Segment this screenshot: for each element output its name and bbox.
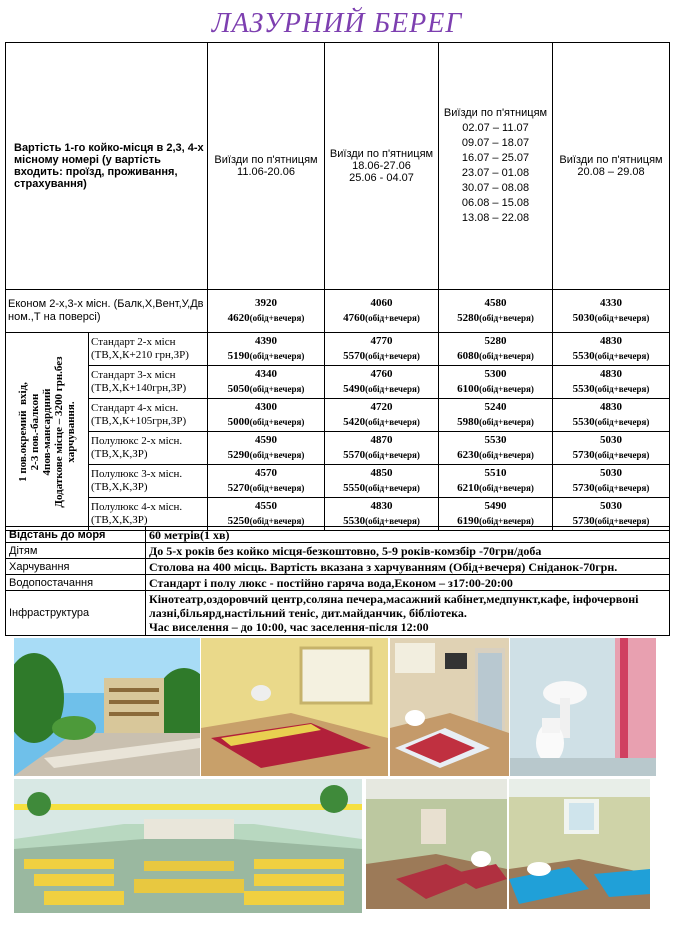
price-cell: 4830 5530(обід+вечеря)	[553, 333, 670, 366]
price-cell: 4590 5290(обід+вечеря)	[208, 432, 325, 465]
info-value-children: До 5-х років без койко місця-безкоштовно, 5-9 років-комзбір -70грн/доба	[146, 543, 670, 559]
info-value-infrastructure: Кінотеатр,оздоровчий центр,соляна печера,масажний кабінет,медпункт,кафе, інфочервоні лазні,більярд,настільний теніс, дит.майданчик, бібліотека. Час виселення – до 10:00, час заселення-після 12:00	[146, 591, 670, 636]
price-cell: 5280 6080(обід+вечеря)	[439, 333, 553, 366]
price-cell: 4830 5530(обід+вечеря)	[553, 366, 670, 399]
price-cell: 5490 6190(обід+вечеря)	[439, 498, 553, 531]
row-label-econom: Економ 2-х,3-х місн. (Балк,Х,Вент,У,Дв ном.,Т на поверсі)	[6, 290, 208, 333]
table-row	[6, 333, 670, 366]
price-cell: 5530 6230(обід+вечеря)	[439, 432, 553, 465]
price-cell: 4570 5270(обід+вечеря)	[208, 465, 325, 498]
price-cell: 4580 5280(обід+вечеря)	[439, 290, 553, 333]
price-cell: 5240 5980(обід+вечеря)	[439, 399, 553, 432]
row-label: Полулюкс 2-х місн. (ТВ,Х,К,ЗР)	[89, 432, 208, 465]
info-key-children: Дітям	[6, 543, 146, 559]
header-description: Вартість 1-го койко-місця в 2,3, 4-х місному номері (у вартість входить: проїзд, проживання, страхування)	[6, 43, 208, 290]
price-cell: 4060 4760(обід+вечеря)	[325, 290, 439, 333]
price-cell: 4770 5570(обід+вечеря)	[325, 333, 439, 366]
info-table	[5, 526, 670, 636]
price-cell: 4720 5420(обід+вечеря)	[325, 399, 439, 432]
room-group-label: 1 пов.окремий вхід, 2-3 пов.-балкон 4пов-мансардний Додаткове місце – 3200 грн.без харчування.	[6, 333, 89, 531]
table-row-econom	[6, 290, 670, 333]
photo-bathroom	[510, 638, 656, 776]
info-value-water: Стандарт і полу люкс - постійно гаряча вода,Економ – з17:00-20:00	[146, 575, 670, 591]
header-period-4: Виїзди по п'ятницям 20.08 – 29.08	[553, 43, 670, 290]
info-key-water: Водопостачання	[6, 575, 146, 591]
price-cell: 4870 5570(обід+вечеря)	[325, 432, 439, 465]
row-label: Полулюкс 4-х місн. (ТВ,Х,К,ЗР)	[89, 498, 208, 531]
row-label: Стандарт 2-х місн (ТВ,Х,К+210 грн,ЗР)	[89, 333, 208, 366]
header-period-2: Виїзди по п'ятницям 18.06-27.06 25.06 - 04.07	[325, 43, 439, 290]
price-cell: 4760 5490(обід+вечеря)	[325, 366, 439, 399]
price-cell: 4330 5030(обід+вечеря)	[553, 290, 670, 333]
info-value-meals: Столова на 400 місць. Вартість вказана з харчуванням (Обід+вечеря) Сніданок-70грн.	[146, 559, 670, 575]
photo-room-blue	[509, 779, 650, 909]
info-key-infrastructure: Інфраструктура	[6, 591, 146, 636]
row-label: Полулюкс 3-х місн. (ТВ,Х,К,ЗР)	[89, 465, 208, 498]
price-cell: 4300 5000(обід+вечеря)	[208, 399, 325, 432]
price-cell: 4830 5530(обід+вечеря)	[553, 399, 670, 432]
photo-room-yellow	[201, 638, 388, 776]
price-cell: 4340 5050(обід+вечеря)	[208, 366, 325, 399]
photo-resort-exterior	[14, 638, 200, 776]
info-value-distance: 60 метрів(1 хв)	[146, 527, 670, 543]
price-cell: 4550 5250(обід+вечеря)	[208, 498, 325, 531]
table-row	[6, 366, 670, 399]
photo-room-tv	[390, 638, 509, 776]
page-title: ЛАЗУРНИЙ БЕРЕГ	[211, 8, 463, 39]
price-cell: 5510 6210(обід+вечеря)	[439, 465, 553, 498]
price-cell: 4390 5190(обід+вечеря)	[208, 333, 325, 366]
price-cell: 5030 5730(обід+вечеря)	[553, 498, 670, 531]
header-period-1: Виїзди по п'ятницям 11.06-20.06	[208, 43, 325, 290]
price-cell: 3920 4620(обід+вечеря)	[208, 290, 325, 333]
price-cell: 5300 6100(обід+вечеря)	[439, 366, 553, 399]
info-key-distance: Відстань до моря	[6, 527, 146, 543]
photo-dining-hall	[14, 779, 362, 913]
info-key-meals: Харчування	[6, 559, 146, 575]
header-period-3: Виїзди по п'ятницям 02.07 – 11.07 09.07 – 18.07 16.07 – 25.07 23.07 – 01.08 30.07 – 08.08 06.08 – 15.08 13.08 – 22.08	[439, 43, 553, 290]
row-label: Стандарт 3-х місн (ТВ,Х,К+140грн,ЗР)	[89, 366, 208, 399]
table-row	[6, 432, 670, 465]
price-cell: 5030 5730(обід+вечеря)	[553, 432, 670, 465]
price-table	[5, 42, 670, 531]
table-row	[6, 399, 670, 432]
price-cell: 4850 5550(обід+вечеря)	[325, 465, 439, 498]
photo-room-green	[366, 779, 507, 909]
table-row	[6, 465, 670, 498]
price-cell: 4830 5530(обід+вечеря)	[325, 498, 439, 531]
row-label: Стандарт 4-х місн. (ТВ,Х,К+105грн,ЗР)	[89, 399, 208, 432]
price-cell: 5030 5730(обід+вечеря)	[553, 465, 670, 498]
